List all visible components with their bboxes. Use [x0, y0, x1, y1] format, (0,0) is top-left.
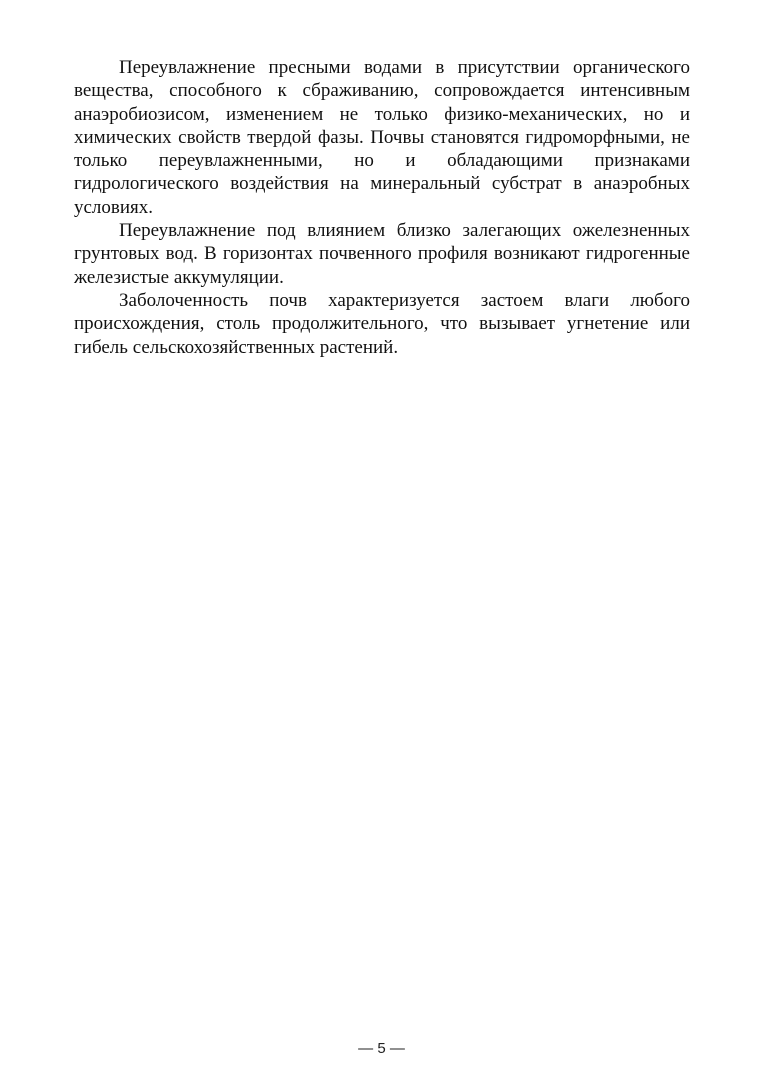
paragraph-waterlogging-groundwater: Переувлажнение под влиянием близко залегающих ожелезненных грунтовых вод. В горизонтах почвенного профиля возникают гидрогенные железистые аккумуляции.: [74, 220, 690, 288]
page-body: [74, 56, 690, 359]
paragraph-swampiness: Заболоченность почв характеризуется застоем влаги любого происхождения, столь продолжительного, что вызывает угнетение или гибель сельскохозяйственных растений.: [74, 289, 690, 358]
page-number: — 5 —: [358, 1040, 405, 1057]
paragraph-waterlogging-fresh-water: Переувлажнение пресными водами в присутствии органического вещества, способного к сбраживанию, сопровождается интенсивным анаэробиозисом, изменением не только физико-механических, но и химических свойств твердой фазы. Почвы становятся гидроморфными, не только переувлажненными, но и обладающими признаками гидрологического воздействия на минеральный субстрат в анаэробных условиях.: [74, 57, 690, 218]
